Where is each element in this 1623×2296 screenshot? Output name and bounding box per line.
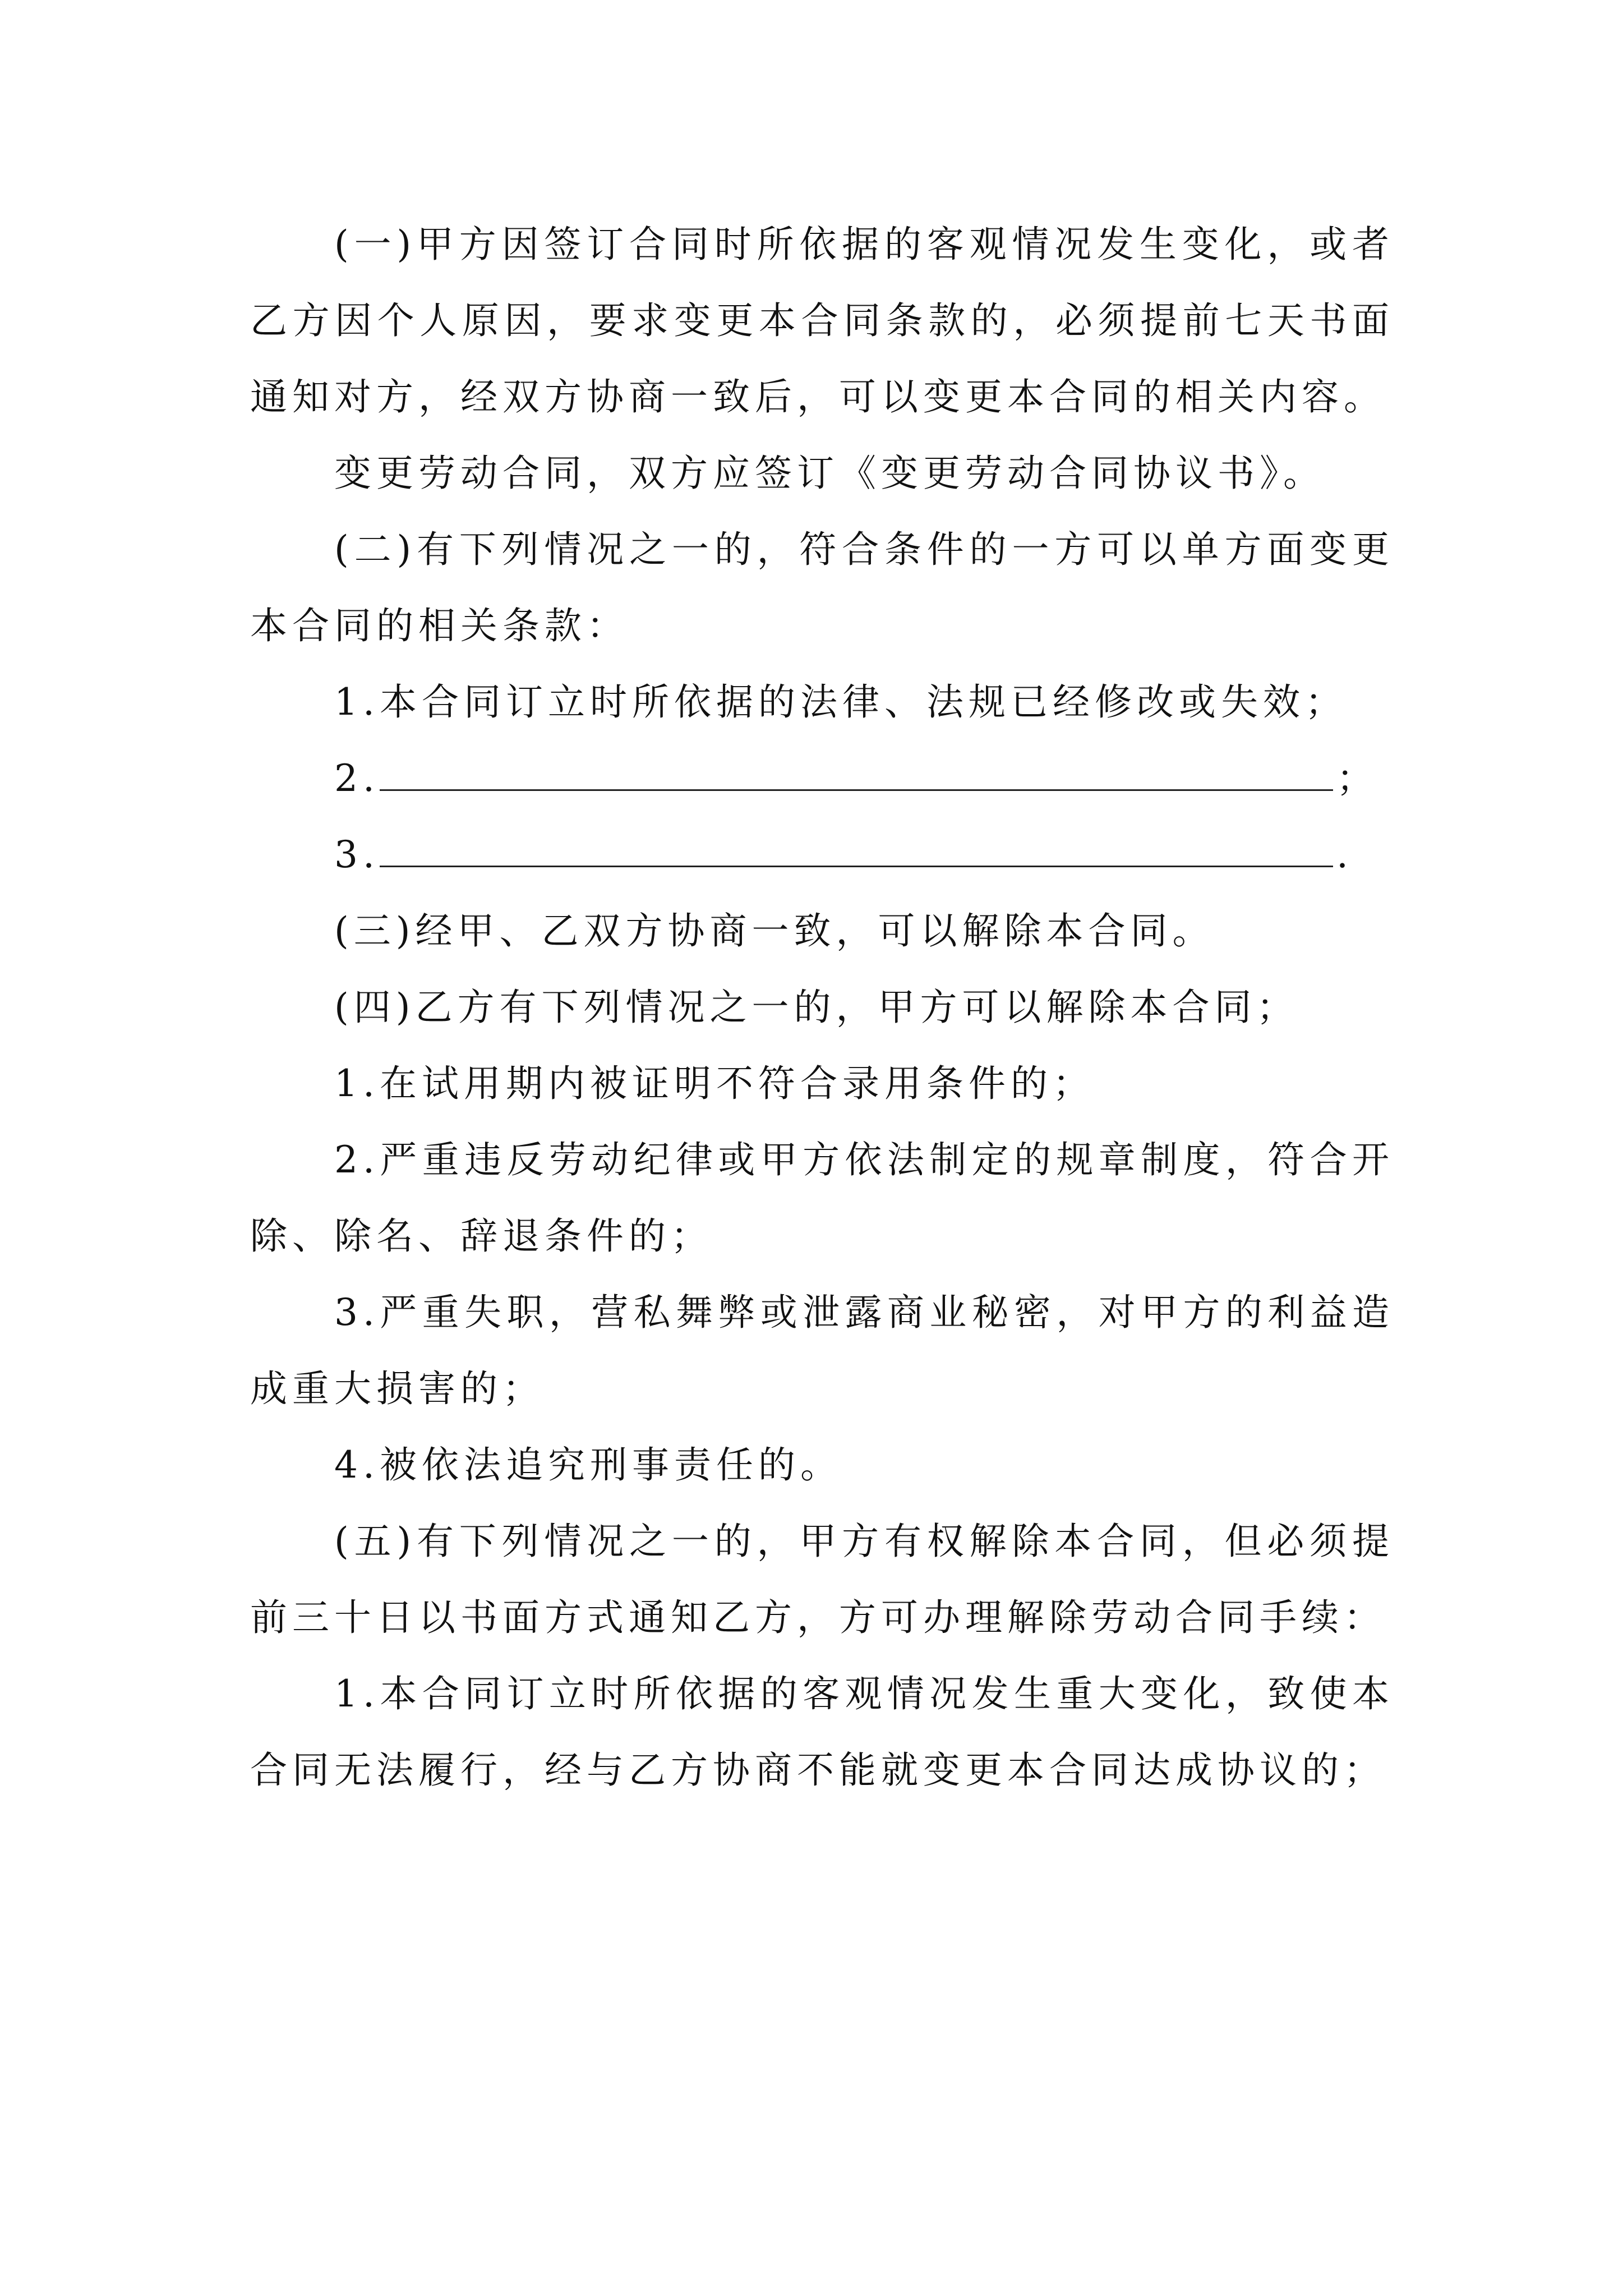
clause-5-item-1: 1.本合同订立时所依据的客观情况发生重大变化，致使本合同无法履行，经与乙方协商不能就变更本合同达成协议的； (250, 1672, 1394, 1792)
clause-4-item-4: 4.被依法追究刑事责任的。 (334, 1443, 842, 1487)
clause-4-item-1: 1.在试用期内被证明不符合录用条件的； (334, 1062, 1095, 1105)
clause-1: (一)甲方因签订合同时所依据的客观情况发生变化，或者乙方因个人原因，要求变更本合同条款的，必须提前七天书面通知对方，经双方协商一致后，可以变更本合同的相关内容。 (250, 223, 1394, 418)
clause-4-item-3: 3.严重失职，营私舞弊或泄露商业秘密，对甲方的利益造成重大损害的； (250, 1291, 1394, 1410)
clause-3: (三)经甲、乙双方协商一致，可以解除本合同。 (334, 909, 1215, 953)
clause-2-item-2 (250, 740, 1394, 817)
contract-text (250, 206, 1394, 1809)
item-number: 2. (334, 757, 380, 800)
clause-4-item-2: 2.严重违反劳动纪律或甲方依法制定的规章制度，符合开除、除名、辞退条件的； (250, 1138, 1394, 1258)
clause-1-note: 变更劳动合同，双方应签订《变更劳动合同协议书》。 (334, 452, 1325, 495)
clause-4: (四)乙方有下列情况之一的，甲方可以解除本合同； (334, 986, 1299, 1029)
clause-2-item-1: 1.本合同订立时所依据的法律、法规已经修改或失效； (334, 680, 1347, 724)
clause-5: (五)有下列情况之一的，甲方有权解除本合同，但必须提前三十日以书面方式通知乙方，方可办理解除劳动合同手续： (250, 1520, 1394, 1639)
clause-2-item-3 (250, 817, 1394, 893)
fill-in-blank-line[interactable] (380, 860, 1333, 867)
clause-2: (二)有下列情况之一的，符合条件的一方可以单方面变更本合同的相关条款： (250, 528, 1394, 647)
item-end-punct: ； (1336, 757, 1378, 800)
item-number: 3. (334, 833, 380, 876)
fill-in-blank-line[interactable] (380, 784, 1333, 791)
item-end-punct: . (1336, 833, 1353, 876)
